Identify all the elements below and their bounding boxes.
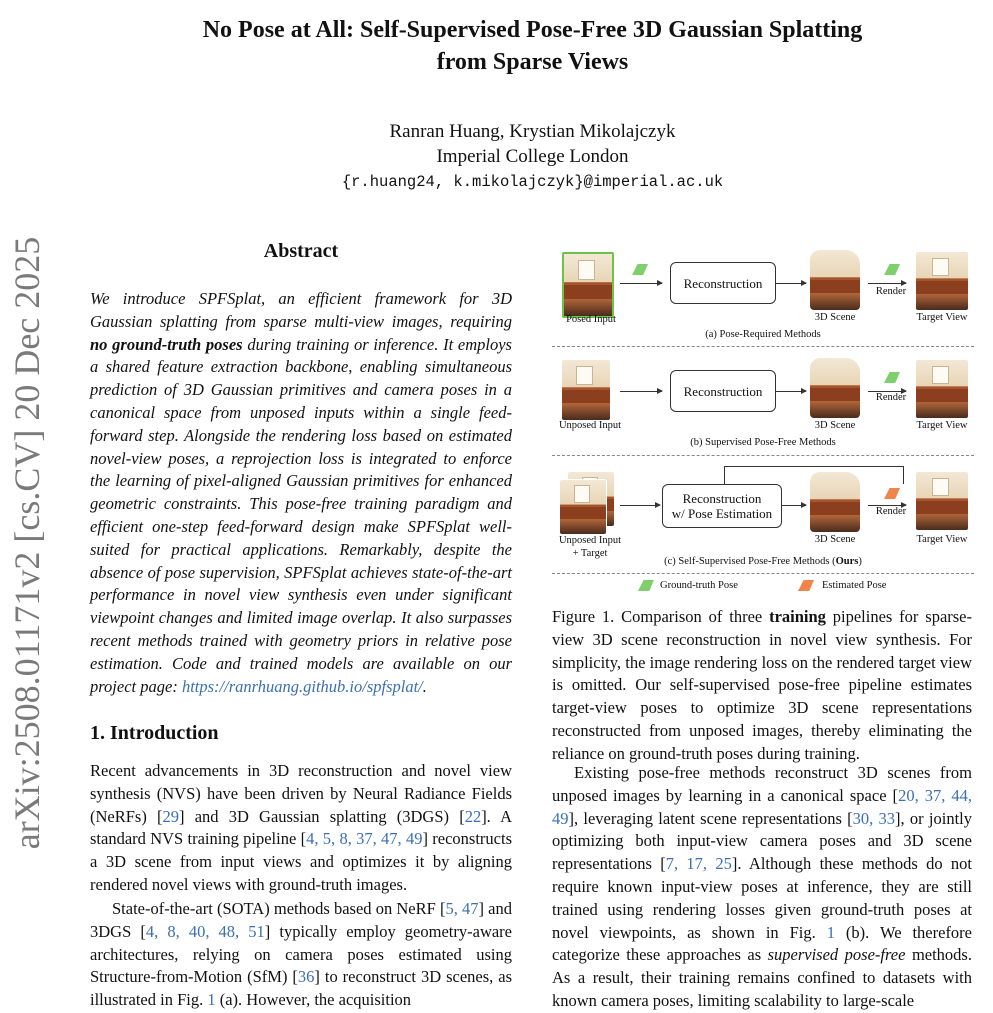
arrow [868, 283, 906, 284]
arrow [782, 505, 806, 506]
scene-3d-image [810, 472, 860, 532]
arxiv-stamp: arXiv:2508.01171v2 [cs.CV] 20 Dec 2025 [7, 236, 47, 850]
section-heading-introduction: 1. Introduction [90, 722, 219, 744]
target-view-image [916, 360, 968, 418]
authors: Ranran Huang, Krystian Mikolajczyk [389, 121, 676, 142]
unposed-input-target-image [560, 480, 606, 534]
affiliation: Imperial College London [436, 146, 629, 167]
label-3d-scene: 3D Scene [814, 534, 856, 545]
paper-title [110, 14, 955, 78]
email: {r.huang24, k.mikolajczyk}@imperial.ac.uk [341, 173, 724, 191]
abstract-bold: no ground-truth poses [90, 334, 243, 354]
label-3d-scene: 3D Scene [814, 312, 856, 323]
reconstruction-pose-box: Reconstruction w/ Pose Estimation [662, 484, 782, 528]
estimated-pose-icon [884, 488, 900, 499]
citation[interactable]: 7, 17, 25 [665, 854, 732, 874]
divider [552, 346, 974, 347]
target-view-image [916, 472, 968, 530]
ground-truth-pose-icon [632, 264, 648, 275]
pose-feedback-line [724, 466, 904, 467]
figure-ref[interactable]: 1 [826, 922, 835, 942]
scene-3d-image [810, 250, 860, 310]
label-unposed-input: Unposed Input [558, 420, 622, 431]
reconstruction-box-a: Reconstruction [670, 262, 776, 304]
citation[interactable]: 4, 8, 40, 48, 51 [145, 921, 265, 941]
project-page-link[interactable]: https://ranrhuang.github.io/spfsplat/ [181, 676, 423, 696]
label-render: Render [875, 286, 907, 297]
arrow [620, 505, 660, 506]
unposed-input-image [562, 360, 610, 420]
body-paragraph-right: Existing pose-free methods reconstruct 3D scenes from unposed images by learning in a canonical space [20, 37, 44, 49], leveraging latent scene representations [30, 33], or jointly optimizing both input-view camera poses and 3D scene representations [7, 17, 25]. Although these methods do not require known input-view poses at inference, they are still trained using rendering losses given ground-truth poses at novel viewpoints, as shown in Fig. 1 (b). We therefore categorize these approaches as supervised pose-free methods. As a result, their training remains confined to datasets with known camera poses, limiting scalability to large-scale [552, 763, 973, 1010]
citation[interactable]: 29 [162, 806, 180, 826]
title-line-1: No Pose at All: Self-Supervised Pose-Free 3D Gaussian Splatting [202, 17, 863, 43]
citation[interactable]: 36 [297, 967, 315, 987]
citation[interactable]: 4, 5, 8, 37, 47, 49 [306, 829, 423, 849]
title-line-2: from Sparse Views [436, 49, 629, 75]
intro-paragraph-2: State-of-the-art (SOTA) methods based on NeRF [5, 47] and 3DGS [4, 8, 40, 48, 51] typically employ geometry-aware architectures, relying on camera poses estimated using Structure-from-Motion (SfM) [36] to reconstruct 3D scenes, as illustrated in Fig. 1 (a). However, the acquisition [90, 899, 512, 1010]
subcaption-a: (a) Pose-Required Methods [705, 329, 821, 340]
arrow [620, 283, 662, 284]
label-unposed-input-target: Unposed Input + Target [558, 535, 622, 559]
label-posed-input: Posed Input [566, 314, 616, 325]
estimated-legend-icon [798, 580, 814, 591]
label-render: Render [875, 506, 907, 517]
ground-truth-legend-icon [638, 580, 654, 591]
label-3d-scene: 3D Scene [814, 420, 856, 431]
posed-input-image [562, 252, 614, 318]
citation[interactable]: 22 [464, 806, 482, 826]
legend-ground-truth: Ground-truth Pose [660, 580, 738, 591]
target-view-image [916, 252, 968, 310]
figure-1 [552, 238, 974, 598]
abstract-text: We introduce SPFSplat, an efficient framework for 3D Gaussian splatting from sparse multi-view images, requiring no ground-truth poses during training or inference. It employs a shared feature extraction backbone, enabling simultaneous prediction of 3D Gaussian primitives and camera poses in a canonical space from unposed inputs within a single feed-forward step. Alongside the rendering loss based on estimated novel-view poses, a reprojection loss is integrated to enforce the learning of pixel-aligned Gaussian primitives for enhanced geometric constraints. This pose-free training paradigm and efficient one-step feed-forward design make SPFSplat well-suited for practical applications. Remarkably, despite the absence of pose supervision, SPFSplat achieves state-of-the-art performance in novel view synthesis even under significant viewpoint changes and limited image overlap. It also surpasses recent methods trained with geometry priors in relative pose estimation. Code and trained models are available on our project page: https://ranrhuang.github.io/spfsplat/. [90, 289, 512, 696]
citation[interactable]: 30, 33 [852, 808, 896, 828]
intro-paragraph-1: Recent advancements in 3D reconstruction and novel view synthesis (NVS) have been driven by Neural Radiance Fields (NeRFs) [29] and 3D Gaussian splatting (3DGS) [22]. A standard NVS training pipeline [4, 5, 8, 37, 47, 49] reconstructs a 3D scene from input views and optimizes it by aligning rendered novel views with ground-truth images. [90, 761, 513, 894]
abstract-heading: Abstract [263, 240, 339, 262]
figure-caption: Figure 1. Comparison of three training pipelines for sparse-view 3D scene reconstruction in novel view synthesis. For simplicity, the image rendering loss on the rendered target view is omitted. Our self-supervised pose-free pipeline estimates target-view poses to optimize 3D scene representations reconstructed from unposed images, thereby eliminating the reliance on ground-truth poses during training. [552, 607, 972, 763]
label-target-view: Target View [916, 420, 968, 431]
citation[interactable]: 20, 37, 44, 49 [552, 785, 972, 828]
label-target-view: Target View [916, 534, 968, 545]
citation[interactable]: 5, 47 [445, 899, 479, 918]
pose-feedback-line [724, 466, 725, 484]
arrow [776, 391, 806, 392]
label-render: Render [875, 392, 907, 403]
ground-truth-pose-icon [884, 372, 900, 383]
arrow [776, 283, 806, 284]
ground-truth-pose-icon [884, 264, 900, 275]
figure-ref[interactable]: 1 [207, 990, 216, 1010]
subcaption-c: (c) Self-Supervised Pose-Free Methods (Ours) [664, 556, 862, 567]
divider [552, 573, 974, 574]
label-target-view: Target View [916, 312, 968, 323]
divider [552, 455, 974, 456]
subcaption-b: (b) Supervised Pose-Free Methods [690, 437, 836, 448]
arrow [620, 391, 662, 392]
scene-3d-image [810, 358, 860, 418]
legend-estimated: Estimated Pose [822, 580, 887, 591]
reconstruction-box-b: Reconstruction [670, 370, 776, 412]
pose-feedback-line [903, 466, 904, 484]
